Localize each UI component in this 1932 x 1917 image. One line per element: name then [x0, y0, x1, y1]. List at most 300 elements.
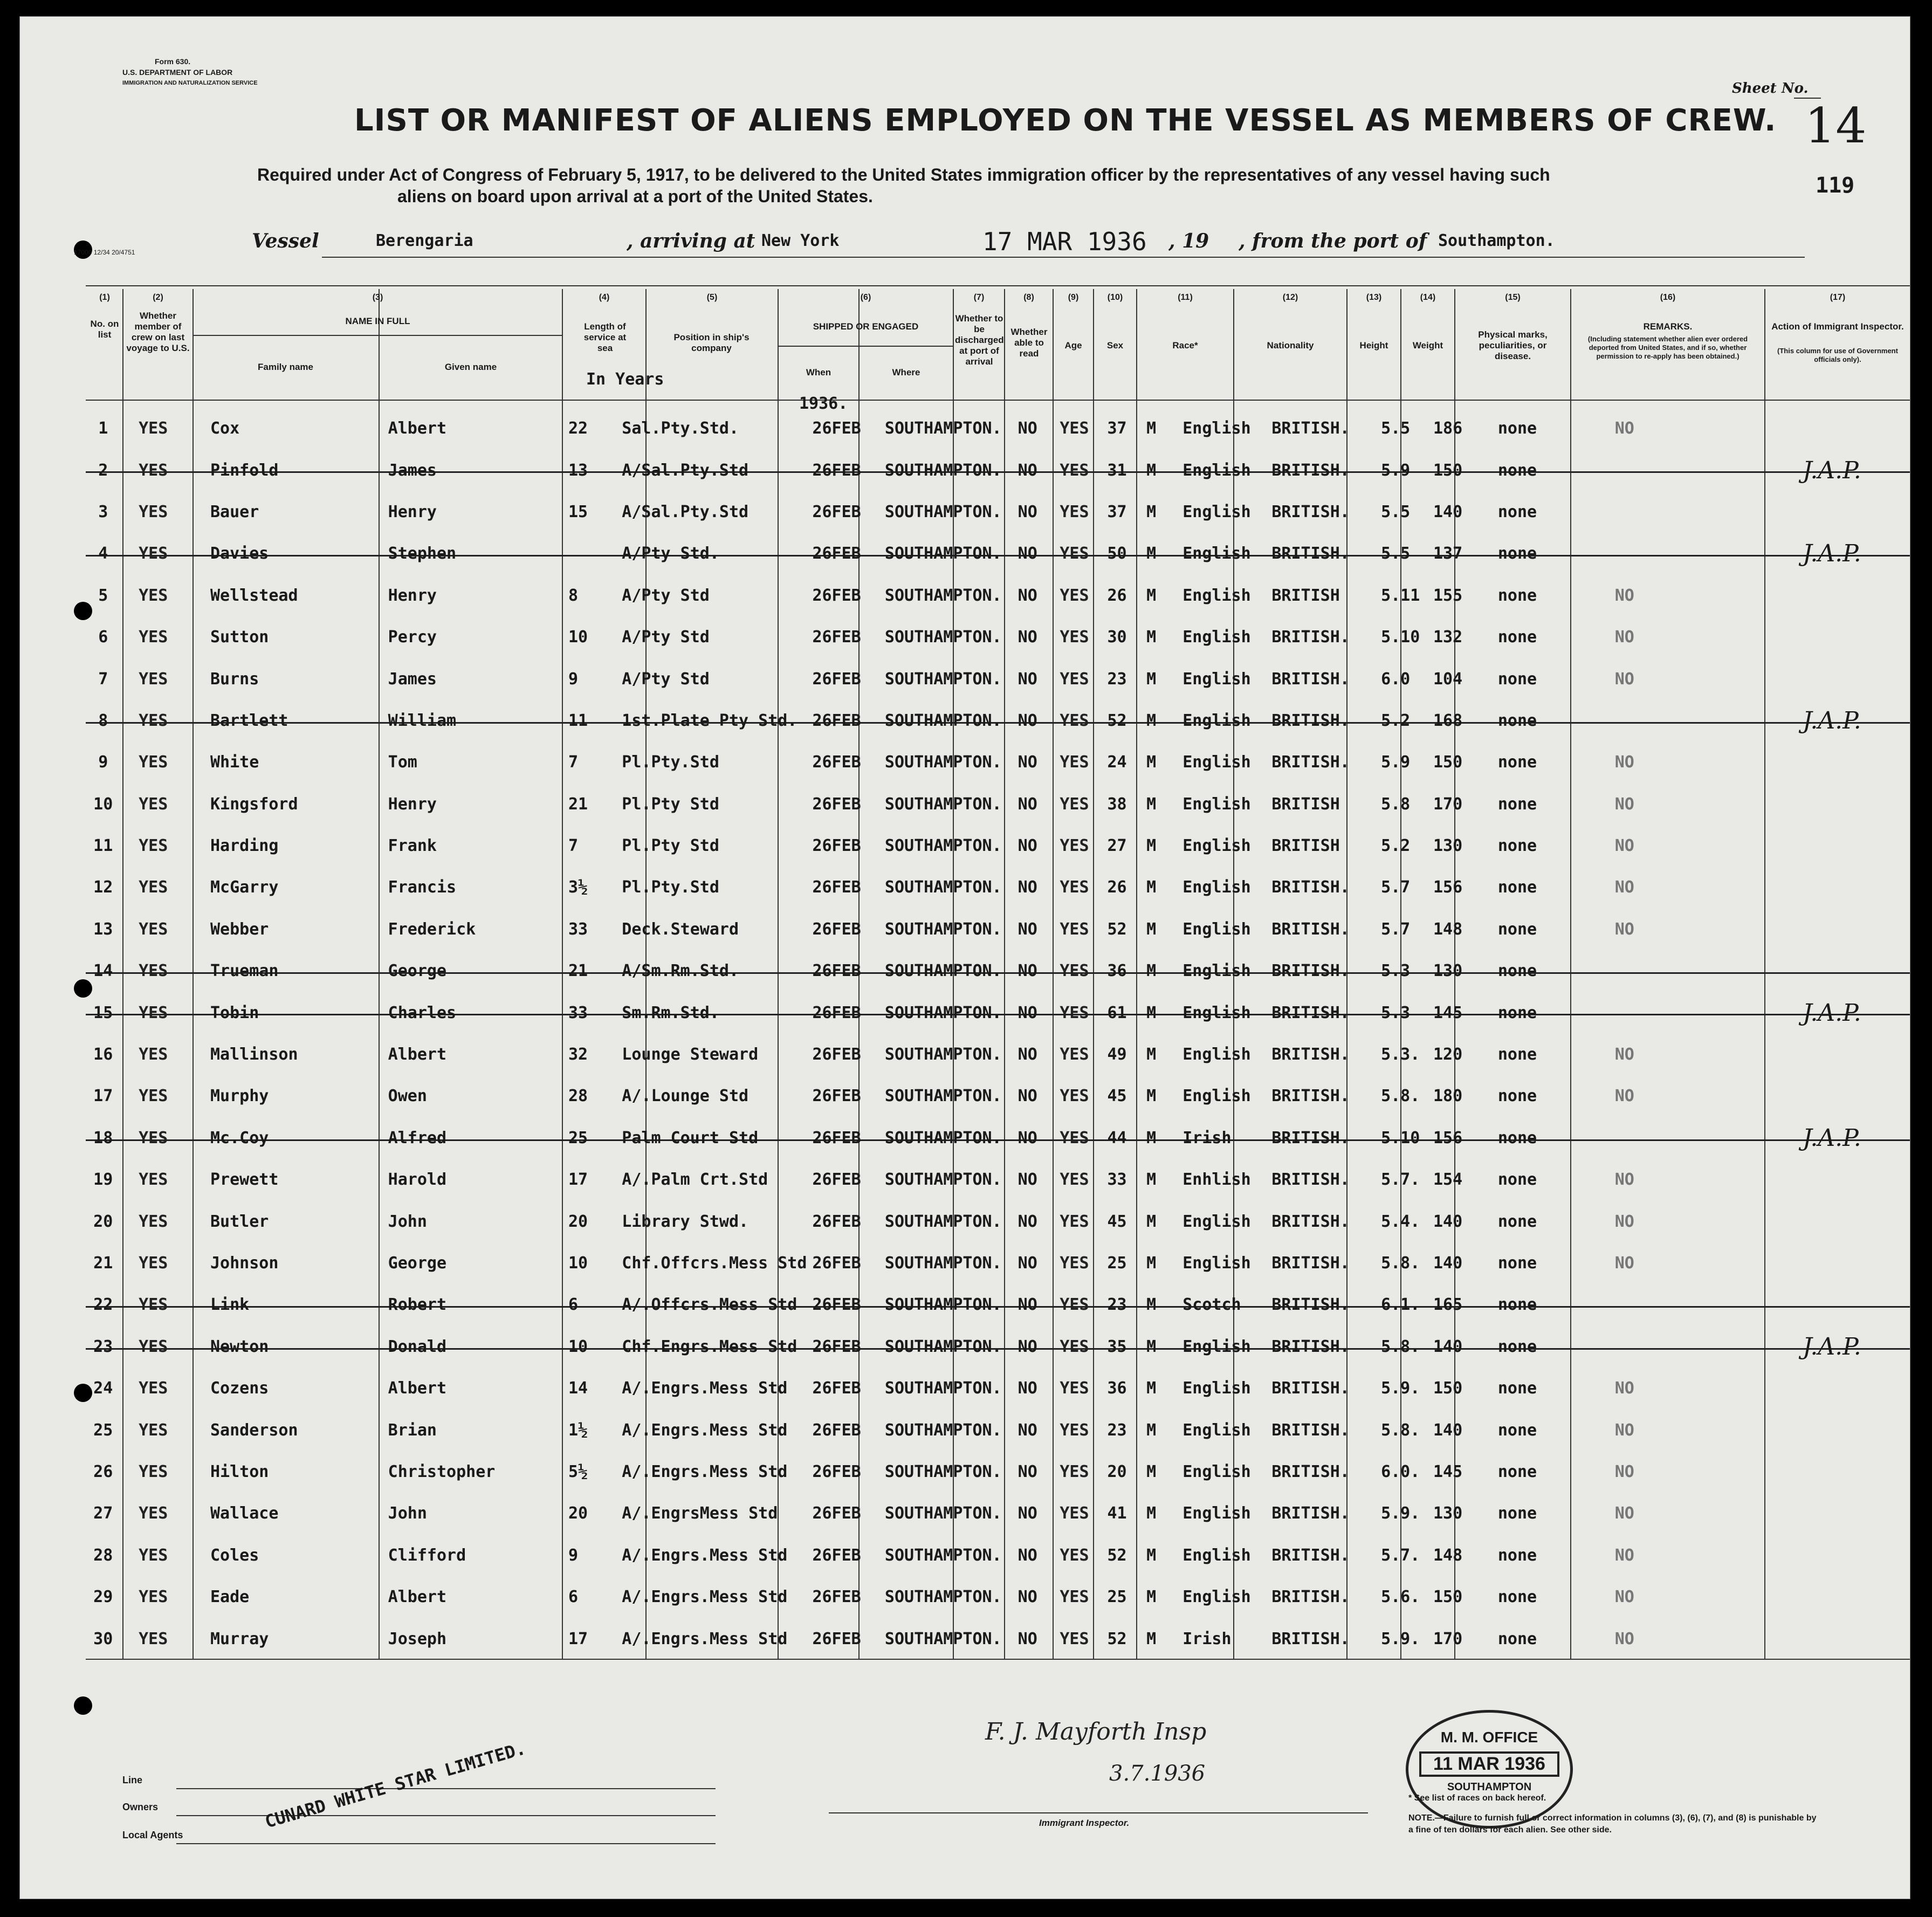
given-name-cell: Albert [388, 1588, 447, 1607]
department: U.S. DEPARTMENT OF LABOR [122, 68, 233, 77]
colnum-9: (9) [1068, 293, 1079, 302]
row-number: 24 [93, 1379, 113, 1398]
race-cell: English [1182, 1087, 1251, 1106]
table-row [86, 1075, 1910, 1117]
header-when: When [806, 367, 831, 377]
prev-voyage-cell: YES [139, 586, 168, 605]
position-cell: A/.EngrsMess Std [622, 1504, 778, 1523]
able-read-cell: YES [1051, 700, 1097, 741]
able-read-cell: YES [1060, 586, 1089, 605]
weight-cell: 150 [1433, 1588, 1463, 1607]
given-name-cell: Albert [388, 1045, 447, 1064]
header-age: Age [1064, 340, 1082, 351]
age-cell: 24 [1107, 753, 1127, 772]
family-name-cell: Davies [186, 533, 364, 574]
remarks-cell: NO [1614, 1420, 1634, 1440]
table-row [86, 1034, 1910, 1075]
sex-cell: M [1146, 1087, 1157, 1106]
prev-voyage-cell: YES [139, 1170, 168, 1190]
height-cell: 5.8 [1381, 794, 1411, 814]
header-able-read: Whether able to read [1010, 327, 1048, 359]
given-name-cell: Stephen [364, 533, 541, 574]
table-row [86, 449, 1910, 491]
row-number: 8 [86, 700, 120, 741]
action-cell [1770, 741, 1910, 783]
marks-cell: none [1497, 1170, 1537, 1190]
remarks-cell [1593, 449, 1770, 491]
given-name-cell: Robert [364, 1284, 541, 1325]
sex-cell: M [1146, 1045, 1157, 1064]
age-cell: 23 [1107, 669, 1127, 689]
where-cell: SOUTHAMPTON. [885, 950, 1002, 992]
row-number: 20 [93, 1212, 113, 1231]
age-cell: 41 [1107, 1504, 1127, 1523]
family-name-cell: Link [186, 1284, 364, 1325]
marks-cell: none [1497, 586, 1537, 605]
able-read-cell: YES [1060, 1504, 1089, 1523]
row-number: 26 [93, 1462, 113, 1481]
weight-cell: 130 [1433, 836, 1463, 856]
punch-hole [74, 1696, 92, 1715]
table-row [86, 867, 1910, 908]
row-number: 29 [93, 1588, 113, 1607]
from-port: Southampton. [1438, 231, 1555, 250]
given-name-cell: Brian [388, 1420, 437, 1440]
discharge-cell: NO [1002, 1117, 1051, 1159]
sex-cell: M [1137, 533, 1177, 574]
discharge-cell: NO [1017, 1170, 1037, 1190]
colnum-14: (14) [1420, 293, 1436, 302]
prev-voyage-cell: YES [139, 836, 168, 856]
where-cell: SOUTHAMPTON. [885, 992, 1002, 1033]
where-cell: SOUTHAMPTON. [884, 1588, 1002, 1607]
years-cell: 15 [568, 502, 588, 521]
prev-voyage-cell: YES [139, 628, 168, 647]
footer-owners-rule [176, 1815, 716, 1816]
nationality-cell: BRITISH. [1271, 1629, 1350, 1648]
given-name-cell: William [364, 700, 541, 741]
marks-cell: none [1497, 836, 1537, 856]
action-cell [1770, 909, 1910, 950]
weight-cell: 120 [1433, 1045, 1463, 1064]
nationality-cell: BRITISH. [1271, 992, 1381, 1033]
weight-cell: 154 [1433, 1170, 1463, 1190]
position-cell: Chf.Engrs.Mess Std [621, 1326, 807, 1368]
race-cell: English [1182, 878, 1251, 897]
height-cell: 5.8. [1381, 1326, 1433, 1368]
position-cell: A/.Engrs.Mess Std [622, 1629, 788, 1648]
action-cell [1770, 1200, 1910, 1242]
fine-note: NOTE.—Failure to furnish full or correct information in columns (3), (6), (7), and (8) is punishable by a fine of ten dollars for each alien. See other side. [1408, 1813, 1817, 1834]
form-number: Form 630. [155, 57, 191, 66]
marks-cell: none [1497, 502, 1537, 521]
able-read-cell: YES [1060, 1379, 1089, 1398]
nationality-cell: BRITISH. [1271, 1420, 1350, 1440]
action-cell [1770, 491, 1910, 533]
action-cell [1770, 867, 1910, 908]
able-read-cell: YES [1060, 1087, 1089, 1106]
vessel-label: Vessel [252, 230, 319, 252]
action-cell [1770, 1493, 1910, 1534]
weight-cell: 140 [1433, 502, 1463, 521]
prev-voyage-cell: YES [120, 533, 186, 574]
given-name-cell: Charles [364, 992, 541, 1033]
sex-cell: M [1146, 586, 1157, 605]
given-name-cell: John [388, 1212, 427, 1231]
action-cell [1770, 1368, 1910, 1409]
discharge-cell: NO [1017, 586, 1037, 605]
race-cell: English [1177, 449, 1271, 491]
given-name-cell: Percy [388, 628, 437, 647]
footer-agents-label: Local Agents [122, 1830, 183, 1840]
race-cell: Enhlish [1182, 1170, 1251, 1190]
age-cell: 52 [1107, 919, 1127, 939]
remarks-cell: NO [1614, 628, 1634, 647]
sex-cell: M [1146, 1504, 1157, 1523]
position-cell: Library Stwd. [622, 1212, 749, 1231]
given-name-cell: Owen [388, 1087, 427, 1106]
row-number: 19 [93, 1170, 113, 1190]
race-cell: English [1182, 794, 1251, 814]
prev-voyage-cell: YES [120, 950, 186, 992]
nationality-cell: BRITISH. [1271, 700, 1381, 741]
table-row [86, 491, 1910, 533]
given-name-cell: Christopher [388, 1462, 496, 1481]
prev-voyage-cell: YES [139, 419, 168, 438]
able-read-cell: YES [1060, 1588, 1089, 1607]
header-remarks: REMARKS. [1643, 321, 1693, 332]
given-name-cell: John [388, 1504, 427, 1523]
where-cell: SOUTHAMPTON. [884, 502, 1002, 521]
given-name-cell: George [388, 1254, 447, 1273]
family-name-cell: Cox [210, 419, 240, 438]
years-cell: 21 [568, 794, 588, 814]
footer-line-rule [176, 1788, 716, 1789]
weight-cell: 170 [1433, 794, 1463, 814]
header-name: NAME IN FULL [345, 316, 410, 326]
race-cell: English [1177, 950, 1271, 992]
remarks-cell: NO [1614, 1462, 1634, 1481]
when-cell: 26FEB [807, 1117, 884, 1159]
office-stamp-date: 11 MAR 1936 [1419, 1751, 1559, 1777]
sex-cell: M [1146, 628, 1157, 647]
table-row [86, 909, 1910, 950]
nationality-cell: BRITISH. [1271, 1212, 1350, 1231]
row-number: 12 [93, 878, 113, 897]
discharge-cell: NO [1002, 950, 1051, 992]
weight-cell: 155 [1433, 586, 1463, 605]
prev-voyage-cell: YES [139, 1629, 168, 1648]
able-read-cell: YES [1060, 1462, 1089, 1481]
row-number: 16 [93, 1045, 113, 1064]
age-cell: 27 [1107, 836, 1127, 856]
table-row [86, 992, 1910, 1033]
prev-voyage-cell: YES [120, 992, 186, 1033]
weight-cell: 156 [1433, 878, 1463, 897]
sex-cell: M [1146, 1462, 1157, 1481]
when-cell: 26FEB [812, 1045, 861, 1064]
age-cell: 38 [1107, 794, 1127, 814]
row-number: 18 [86, 1117, 120, 1159]
age-cell: 33 [1107, 1170, 1127, 1190]
weight-cell: 170 [1433, 1629, 1463, 1648]
action-cell [1770, 1075, 1910, 1117]
office-stamp-bottom: SOUTHAMPTON [1447, 1781, 1532, 1793]
when-cell: 26FEB [812, 628, 861, 647]
marks-cell: none [1497, 753, 1537, 772]
position-cell: A/.Engrs.Mess Std [622, 1420, 788, 1440]
manifest-sheet [19, 16, 1910, 1899]
given-name-cell: Albert [388, 1379, 447, 1398]
able-read-cell: YES [1060, 878, 1089, 897]
remarks-cell: NO [1614, 1504, 1634, 1523]
name-subrule [192, 335, 562, 336]
family-name-cell: Sutton [210, 628, 269, 647]
able-read-cell: YES [1051, 992, 1097, 1033]
where-cell: SOUTHAMPTON. [884, 1379, 1002, 1398]
nationality-cell: BRITISH. [1271, 449, 1381, 491]
age-cell: 25 [1107, 1588, 1127, 1607]
years-cell: 22 [568, 419, 588, 438]
header-action-note: (This column for use of Government officials only). [1777, 347, 1898, 363]
race-cell: English [1182, 919, 1251, 939]
position-cell: A/.Engrs.Mess Std [622, 1545, 788, 1565]
sex-cell: M [1146, 836, 1157, 856]
years-cell: 20 [568, 1212, 588, 1231]
header-given-name: Given name [444, 362, 497, 372]
table-row [86, 658, 1910, 699]
when-cell: 26FEB [807, 449, 884, 491]
age-cell: 20 [1107, 1462, 1127, 1481]
when-cell: 26FEB [812, 1545, 861, 1565]
remarks-cell: NO [1614, 1254, 1634, 1273]
where-cell: SOUTHAMPTON. [884, 1045, 1002, 1064]
years-cell: 8 [568, 586, 578, 605]
when-cell: 26FEB [812, 1588, 861, 1607]
race-cell: English [1177, 992, 1271, 1033]
prev-voyage-cell: YES [139, 1212, 168, 1231]
table-row [86, 1200, 1910, 1242]
nationality-cell: BRITISH [1271, 586, 1340, 605]
given-name-cell: George [364, 950, 541, 992]
able-read-cell: YES [1051, 1326, 1097, 1368]
row-number: 11 [93, 836, 113, 856]
able-read-cell: YES [1060, 1170, 1089, 1190]
years-cell: 10 [568, 628, 588, 647]
table-row [86, 1284, 1910, 1325]
years-cell: 14 [568, 1379, 588, 1398]
table-row [86, 1451, 1910, 1493]
marks-cell: none [1497, 1545, 1537, 1565]
marks-cell: none [1497, 1420, 1537, 1440]
given-name-cell: Francis [388, 878, 457, 897]
nationality-cell: BRITISH. [1271, 919, 1350, 939]
nationality-cell: BRITISH. [1271, 1117, 1381, 1159]
when-cell: 26FEB [812, 586, 861, 605]
when-cell: 26FEB [812, 1087, 861, 1106]
prev-voyage-cell: YES [139, 1420, 168, 1440]
able-read-cell: YES [1051, 1117, 1097, 1159]
prev-voyage-cell: YES [139, 919, 168, 939]
header-physical-marks: Physical marks, peculiarities, or disease. [1478, 329, 1548, 361]
discharge-cell: NO [1017, 794, 1037, 814]
family-name-cell: Johnson [210, 1254, 279, 1273]
when-cell: 26FEB [812, 753, 861, 772]
where-cell: SOUTHAMPTON. [884, 878, 1002, 897]
race-cell: Scotch [1177, 1284, 1271, 1325]
inspector-rule [829, 1812, 1368, 1813]
table-row [86, 1409, 1910, 1451]
sex-cell: M [1146, 1254, 1157, 1273]
colnum-3: (3) [372, 293, 383, 302]
height-cell: 5.10 [1381, 1117, 1433, 1159]
marks-cell: none [1484, 533, 1593, 574]
colnum-10: (10) [1107, 293, 1123, 302]
action-cell [1770, 408, 1910, 449]
able-read-cell: YES [1060, 669, 1089, 689]
race-cell: English [1182, 1254, 1251, 1273]
table-row [86, 1618, 1910, 1659]
years-cell: 7 [568, 836, 578, 856]
action-cell [1770, 658, 1910, 699]
able-read-cell: YES [1051, 533, 1097, 574]
race-cell: English [1182, 753, 1251, 772]
remarks-cell: NO [1614, 669, 1634, 689]
discharge-cell: NO [1017, 1254, 1037, 1273]
given-name-cell: Henry [388, 794, 437, 814]
colnum-5: (5) [706, 293, 718, 302]
weight-cell: 130 [1433, 1504, 1463, 1523]
height-cell: 5.9. [1381, 1504, 1420, 1523]
able-read-cell: YES [1060, 502, 1089, 521]
row-number: 21 [93, 1254, 113, 1273]
years-cell: 6 [568, 1588, 578, 1607]
height-cell: 5.8. [1381, 1420, 1420, 1440]
where-cell: SOUTHAMPTON. [884, 669, 1002, 689]
row-number: 17 [93, 1087, 113, 1106]
height-cell: 5.4. [1381, 1212, 1420, 1231]
nationality-cell: BRITISH [1271, 794, 1340, 814]
inspector-signature: F. J. Mayforth Insp [985, 1718, 1207, 1746]
marks-cell: none [1484, 992, 1593, 1033]
subtitle-line2: aliens on board upon arrival at a port of the United States. [397, 187, 873, 206]
able-read-cell: YES [1060, 628, 1089, 647]
action-cell [1770, 1535, 1910, 1576]
marks-cell: none [1497, 1504, 1537, 1523]
remarks-cell: NO [1614, 1379, 1634, 1398]
marks-cell: none [1484, 1326, 1593, 1368]
age-cell: 52 [1097, 700, 1137, 741]
remarks-cell [1593, 1117, 1770, 1159]
race-cell: English [1182, 1212, 1251, 1231]
signature-date: 3.7.1936 [1109, 1761, 1206, 1786]
sex-cell: M [1146, 794, 1157, 814]
age-cell: 61 [1097, 992, 1137, 1033]
row-number: 3 [98, 502, 108, 521]
position-cell: A/Pty Std [622, 628, 710, 647]
race-cell: English [1182, 1462, 1251, 1481]
marks-cell: none [1497, 919, 1537, 939]
discharge-cell: NO [1017, 878, 1037, 897]
position-cell: A/Sal.Pty.Std [621, 449, 807, 491]
action-cell [1770, 1242, 1910, 1284]
family-name-cell: Murray [210, 1629, 269, 1648]
able-read-cell: YES [1060, 1420, 1089, 1440]
remarks-cell: NO [1614, 419, 1634, 438]
weight-cell: 137 [1433, 533, 1484, 574]
weight-cell: 145 [1433, 1462, 1463, 1481]
when-cell: 26FEB [812, 1254, 861, 1273]
prev-voyage-cell: YES [139, 1087, 168, 1106]
given-name-cell: Frederick [388, 919, 476, 939]
race-cell: English [1182, 1420, 1251, 1440]
height-cell: 6.1. [1381, 1284, 1433, 1325]
subtitle-line1: Required under Act of Congress of February 5, 1917, to be delivered to the United States immigration officer by the representatives of any vessel having such [257, 165, 1550, 184]
position-cell: Pl.Pty.Std [622, 878, 719, 897]
given-name-cell: Frank [388, 836, 437, 856]
prev-voyage-cell: YES [139, 1504, 168, 1523]
sex-cell: M [1146, 1420, 1157, 1440]
remarks-cell: NO [1614, 794, 1634, 814]
header-shipped: SHIPPED OR ENGAGED [813, 321, 919, 332]
height-cell: 5.7. [1381, 1545, 1420, 1565]
race-cell: English [1182, 1588, 1251, 1607]
service: IMMIGRATION AND NATURALIZATION SERVICE [122, 80, 258, 86]
marks-cell: none [1497, 1045, 1537, 1064]
family-name-cell: White [210, 753, 259, 772]
weight-cell: 140 [1433, 1326, 1484, 1368]
able-read-cell: YES [1060, 1629, 1089, 1648]
table-row [86, 1326, 1910, 1368]
able-read-cell: YES [1060, 1045, 1089, 1064]
nationality-cell: BRITISH. [1271, 1504, 1350, 1523]
colnum-17: (17) [1830, 293, 1846, 302]
given-name-cell: Donald [364, 1326, 541, 1368]
marks-cell: none [1484, 449, 1593, 491]
weight-cell: 186 [1433, 419, 1463, 438]
marks-cell: none [1497, 1462, 1537, 1481]
discharge-cell: NO [1002, 533, 1051, 574]
years-cell: 9 [568, 1545, 578, 1565]
family-name-cell: Bartlett [186, 700, 364, 741]
row-number: 28 [93, 1545, 113, 1565]
remarks-cell: NO [1614, 1170, 1634, 1190]
race-cell: English [1177, 700, 1271, 741]
position-cell: Lounge Steward [622, 1045, 759, 1064]
able-read-cell: YES [1060, 419, 1089, 438]
prev-voyage-cell: YES [139, 878, 168, 897]
position-cell: A/Pty Std [622, 669, 710, 689]
height-cell: 5.10 [1381, 628, 1420, 647]
colnum-6: (6) [860, 293, 871, 302]
discharge-cell: NO [1017, 1212, 1037, 1231]
race-cell: English [1182, 1045, 1251, 1064]
prev-voyage-cell: YES [139, 1045, 168, 1064]
remarks-cell [1593, 950, 1770, 992]
position-cell: A/.Offcrs.Mess Std [621, 1284, 807, 1325]
marks-cell: none [1497, 1588, 1537, 1607]
remarks-cell [1593, 533, 1770, 574]
family-name-cell: Pinfold [186, 449, 364, 491]
sex-cell: M [1146, 1545, 1157, 1565]
years-cell: 10 [568, 1254, 588, 1273]
nationality-cell: BRITISH. [1271, 1087, 1350, 1106]
year-label: , 19 [1168, 230, 1209, 252]
nationality-cell: BRITISH. [1271, 950, 1381, 992]
colnum-8: (8) [1023, 293, 1034, 302]
discharge-cell: NO [1017, 1379, 1037, 1398]
discharge-cell: NO [1017, 669, 1037, 689]
